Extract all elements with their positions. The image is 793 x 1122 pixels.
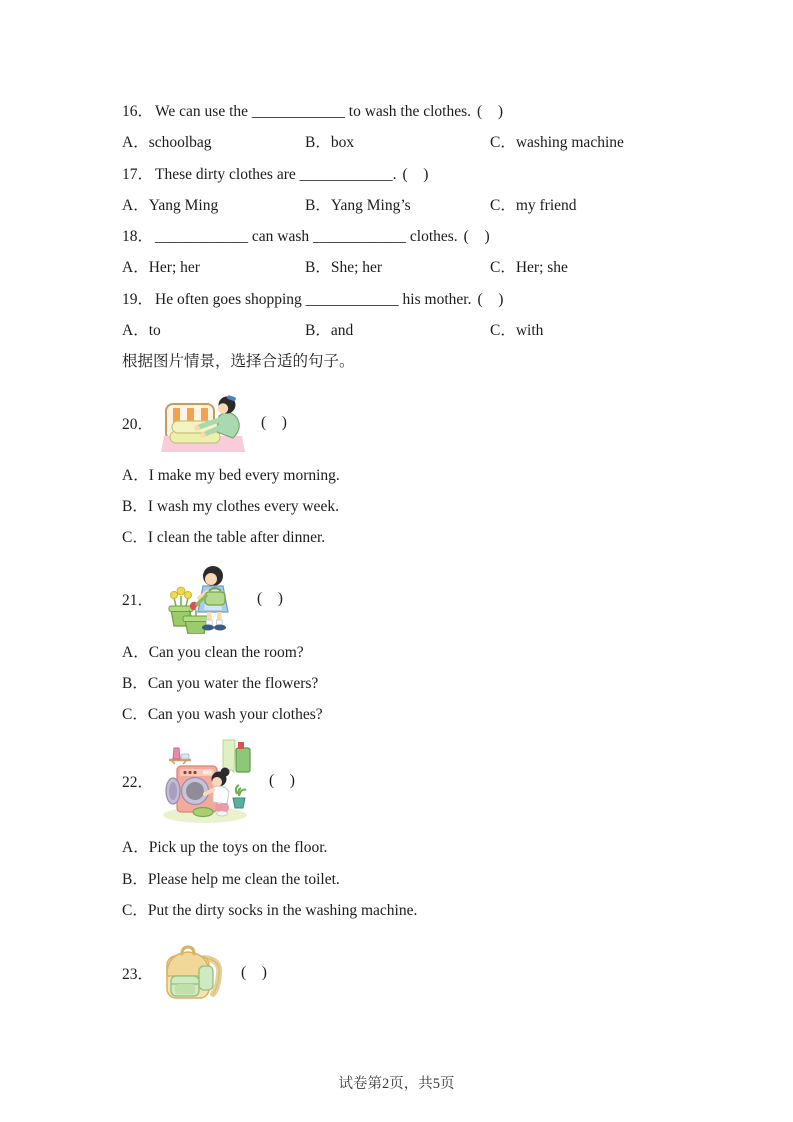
question-17-answer-parens: ( ) (402, 165, 430, 183)
option-17-c (490, 190, 702, 221)
option-label: B． (305, 196, 331, 214)
option-22-b (122, 864, 702, 895)
option-label: C． (122, 529, 148, 547)
option-text: She; her (330, 259, 383, 277)
question-22-number: 22． (122, 774, 154, 792)
option-label: B． (122, 674, 148, 692)
option-text: Her; she (515, 259, 568, 277)
option-21-c (122, 699, 702, 730)
question-22 (122, 738, 702, 824)
option-text: Can you clean the room? (148, 643, 304, 661)
option-label: C． (490, 134, 516, 152)
option-22-a (122, 832, 702, 863)
question-18-text: ____________ can wash ____________ clothes. (155, 228, 458, 246)
question-21-answer-parens: ( ) (257, 589, 284, 607)
question-17-text: These dirty clothes are ____________. (155, 165, 397, 183)
option-16-a (122, 127, 305, 158)
question-19-number: 19． (122, 290, 154, 308)
option-18-b (305, 252, 490, 283)
question-19-options (122, 315, 702, 346)
option-text: Can you water the flowers? (147, 674, 319, 692)
option-label: A． (122, 259, 149, 277)
question-17-number: 17． (122, 165, 154, 183)
option-label: C． (490, 259, 516, 277)
option-text: with (515, 322, 544, 340)
option-20-a (122, 460, 702, 491)
question-19-answer-parens: ( ) (477, 290, 505, 308)
option-label: A． (122, 134, 149, 152)
option-label: C． (490, 196, 516, 214)
question-19 (122, 284, 702, 315)
option-text: Put the dirty socks in the washing machine. (147, 902, 418, 920)
question-16 (122, 96, 702, 127)
question-23-answer-parens: ( ) (241, 964, 268, 982)
option-label: B． (305, 259, 331, 277)
girl-watering-flowers-illustration (161, 564, 241, 634)
question-22-answer-parens: ( ) (269, 772, 296, 790)
question-23-number: 23． (122, 966, 154, 984)
option-text: washing machine (515, 134, 624, 152)
option-text: I wash my clothes every week. (147, 497, 339, 515)
option-text: Yang Ming’s (330, 196, 411, 214)
question-16-text: We can use the ____________ to wash the clothes. (155, 103, 472, 120)
option-21-b (122, 668, 702, 699)
question-18-number: 18． (122, 228, 154, 246)
option-text: Pick up the toys on the floor. (148, 839, 328, 857)
option-18-c (490, 252, 702, 283)
option-16-c (490, 127, 702, 158)
option-19-a (122, 315, 305, 346)
option-label: B． (122, 870, 148, 888)
option-text: Her; her (148, 259, 200, 277)
option-label: C． (122, 902, 148, 920)
option-text: to (148, 322, 161, 340)
option-19-c (490, 315, 702, 346)
option-label: A． (122, 643, 149, 661)
option-text: Yang Ming (148, 196, 219, 214)
option-text: Please help me clean the toilet. (147, 870, 340, 888)
question-19-text: He often goes shopping ____________ his mother. (155, 290, 472, 308)
option-18-a (122, 252, 305, 283)
option-21-a (122, 637, 702, 668)
question-21 (122, 564, 702, 634)
option-text: and (330, 322, 354, 340)
question-20-number: 20． (122, 415, 154, 433)
option-label: A． (122, 322, 149, 340)
option-text: I make my bed every morning. (148, 466, 340, 484)
option-label: A． (122, 196, 149, 214)
option-label: A． (122, 839, 149, 857)
page-footer: 试卷第2页，共5页 (338, 1076, 455, 1092)
option-17-b (305, 190, 490, 221)
option-16-b (305, 127, 490, 158)
option-text: I clean the table after dinner. (147, 529, 326, 547)
option-label: B． (122, 497, 148, 515)
question-23 (122, 944, 702, 1002)
question-18-options (122, 252, 702, 283)
question-20 (122, 394, 702, 452)
option-20-b (122, 491, 702, 522)
question-18-answer-parens: ( ) (463, 228, 491, 246)
exam-content (122, 96, 702, 1002)
option-label: A． (122, 466, 149, 484)
option-label: B． (305, 134, 331, 152)
question-16-options (122, 127, 702, 158)
option-19-b (305, 315, 490, 346)
question-16-number: 16． (122, 103, 154, 120)
option-label: C． (122, 706, 148, 724)
option-17-a (122, 190, 305, 221)
question-17-options (122, 190, 702, 221)
option-text: Can you wash your clothes? (147, 706, 323, 724)
option-label: C． (490, 322, 516, 340)
option-20-c (122, 522, 702, 553)
girl-making-bed-illustration (161, 394, 245, 452)
option-text: my friend (515, 196, 577, 214)
question-21-number: 21． (122, 591, 154, 609)
option-text: box (330, 134, 355, 152)
question-17 (122, 159, 702, 190)
schoolbag-illustration (161, 944, 225, 1002)
section-instruction: 根据图片情景，选择合适的句子。 (122, 353, 355, 371)
question-20-answer-parens: ( ) (261, 413, 288, 431)
girl-loading-washing-machine-illustration (161, 738, 253, 824)
question-18 (122, 221, 702, 252)
question-16-answer-parens: ( ) (477, 103, 504, 120)
option-text: schoolbag (148, 134, 212, 152)
option-22-c (122, 895, 702, 926)
option-label: B． (305, 322, 331, 340)
